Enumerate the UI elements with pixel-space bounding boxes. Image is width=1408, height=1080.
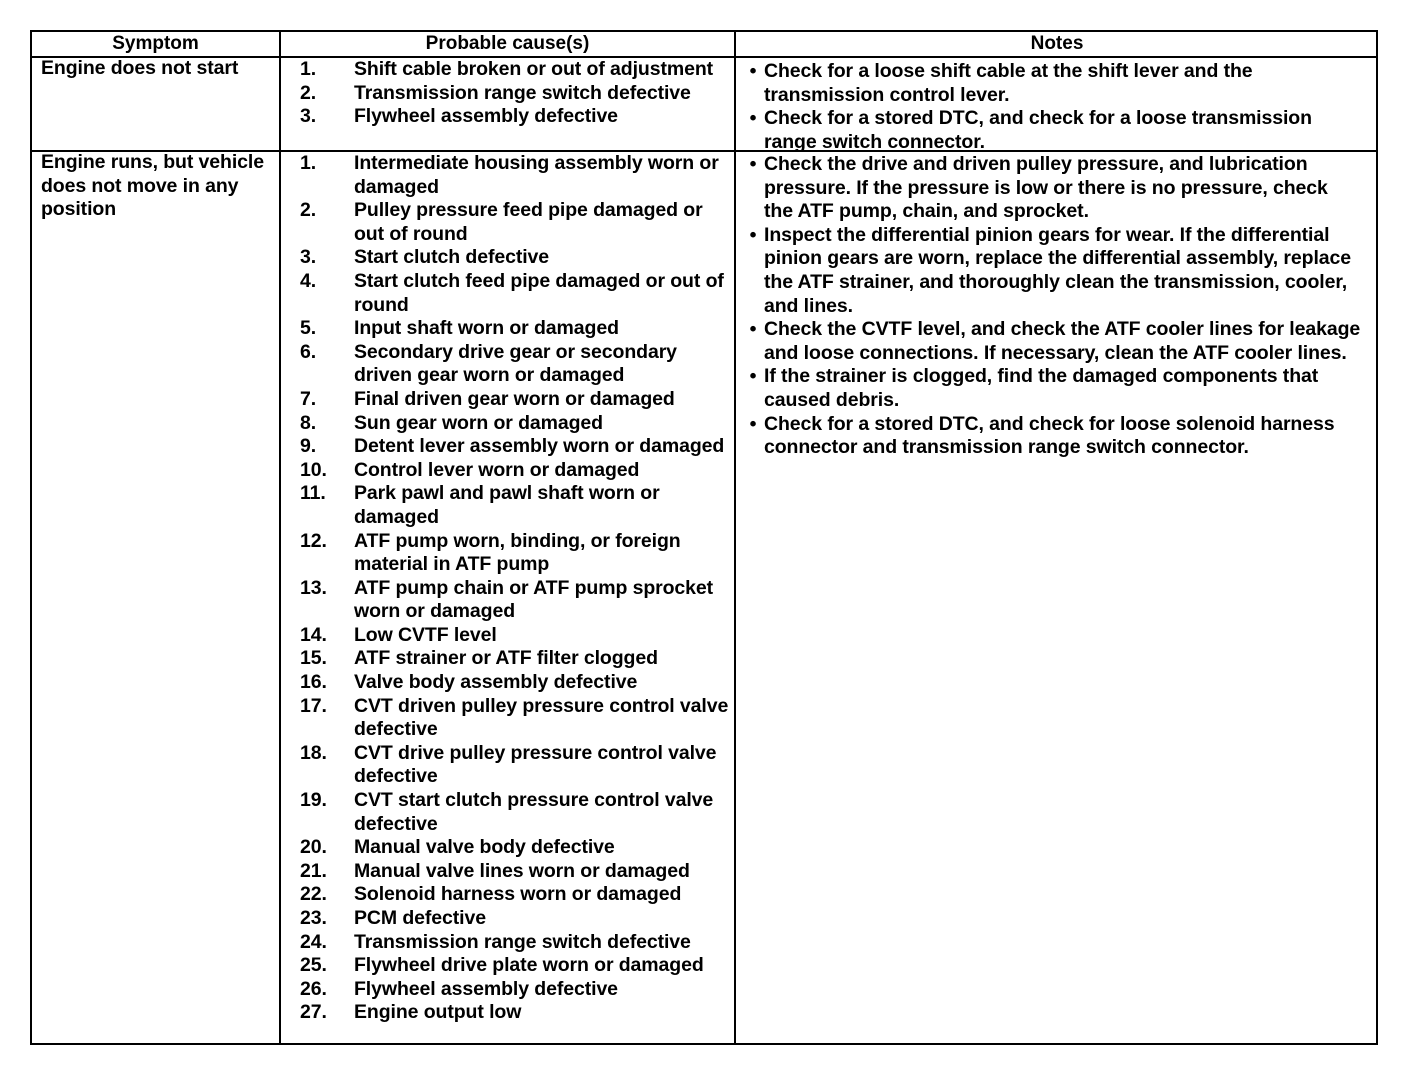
cause-number: 6.	[300, 340, 317, 363]
cause-number: 10.	[300, 458, 327, 481]
bullet-icon: •	[749, 318, 757, 341]
cause-number: 27.	[300, 1001, 327, 1024]
cause-text: ATF strainer or ATF filter clogged	[354, 647, 658, 670]
cause-number: 8.	[300, 411, 317, 434]
cause-text: Secondary drive gear or secondary driven gear worn or damaged	[354, 340, 677, 387]
row-1-symptom: Engine does not start	[41, 57, 239, 79]
cause-number: 2.	[300, 199, 317, 222]
cause-item	[300, 388, 732, 412]
cause-text: ATF pump worn, binding, or foreign material in ATF pump	[354, 529, 681, 576]
cause-text: Flywheel assembly defective	[354, 105, 618, 128]
cause-number: 13.	[300, 576, 327, 599]
cause-text: Manual valve lines worn or damaged	[354, 859, 690, 882]
cause-text: CVT drive pulley pressure control valve defective	[354, 741, 717, 788]
cause-number: 23.	[300, 907, 327, 929]
cause-item	[300, 270, 732, 317]
header-symptom: Symptom	[112, 33, 199, 54]
cause-item	[300, 246, 732, 270]
cause-text: Engine output low	[354, 1001, 522, 1024]
cause-text: Transmission range switch defective	[354, 81, 691, 104]
cause-text: CVT start clutch pressure control valve defective	[354, 789, 714, 835]
cause-item	[300, 860, 732, 884]
cause-text: Final driven gear worn or damaged	[354, 387, 675, 410]
cause-item	[300, 907, 732, 931]
cause-text: Valve body assembly defective	[354, 671, 638, 694]
cause-item	[300, 671, 732, 695]
bullet-icon: •	[749, 365, 757, 388]
cause-text: Shift cable broken or out of adjustment	[354, 58, 714, 80]
cause-number: 24.	[300, 930, 327, 953]
cause-item	[300, 105, 732, 129]
cause-number: 21.	[300, 859, 327, 882]
cause-text: Control lever worn or damaged	[354, 458, 640, 481]
cause-item	[300, 836, 732, 860]
cause-text: Flywheel drive plate worn or damaged	[354, 954, 704, 977]
cause-item	[300, 317, 732, 341]
cause-item	[300, 482, 732, 529]
note-text: Check for a loose shift cable at the shift lever and the transmission control lever.	[764, 60, 1253, 106]
cause-item	[300, 978, 732, 1002]
cause-text: Solenoid harness worn or damaged	[354, 883, 682, 906]
cause-number: 17.	[300, 694, 327, 717]
bullet-icon: •	[749, 107, 757, 130]
note-item	[742, 224, 1362, 318]
troubleshooting-table	[30, 30, 1378, 1045]
row-1-notes	[742, 60, 1362, 154]
cause-text: Intermediate housing assembly worn or damaged	[354, 152, 719, 198]
cause-text: Start clutch feed pipe damaged or out of round	[354, 269, 724, 316]
cause-number: 2.	[300, 81, 317, 104]
cause-item	[300, 1001, 732, 1025]
note-text: Check for a stored DTC, and check for loose solenoid harness connector and transmission range switch connector.	[764, 412, 1335, 459]
row-2-causes	[300, 152, 732, 1025]
column-divider	[734, 32, 736, 1043]
cause-text: Detent lever assembly worn or damaged	[354, 435, 725, 458]
bullet-icon: •	[749, 223, 757, 246]
cause-number: 1.	[300, 58, 317, 80]
cause-item	[300, 883, 732, 907]
note-item	[742, 60, 1362, 107]
cause-number: 3.	[300, 246, 317, 269]
note-text: If the strainer is clogged, find the damaged components that caused debris.	[764, 365, 1319, 411]
cause-number: 25.	[300, 954, 327, 977]
note-item	[742, 318, 1362, 365]
cause-number: 19.	[300, 789, 327, 812]
note-text: Inspect the differential pinion gears for wear. If the differential pinion gears are worn, replace the differential assembly, replace the ATF strainer, and thoroughly clean the transmission, cooler, and lines.	[764, 223, 1352, 317]
cause-item	[300, 58, 732, 82]
cause-text: Park pawl and pawl shaft worn or damaged	[354, 482, 660, 528]
cause-number: 11.	[300, 482, 326, 505]
cause-item	[300, 647, 732, 671]
cause-text: Transmission range switch defective	[354, 930, 691, 953]
note-text: Check the drive and driven pulley pressure, and lubrication pressure. If the pressure is low or there is no pressure, check the ATF pump, chain, and sprocket.	[764, 153, 1328, 223]
note-item	[742, 107, 1362, 154]
cause-item	[300, 435, 732, 459]
row-2-notes	[742, 153, 1362, 460]
cause-text: PCM defective	[354, 907, 486, 929]
cause-item	[300, 954, 732, 978]
cause-item	[300, 695, 732, 742]
header-probable-causes: Probable cause(s)	[425, 33, 590, 54]
cause-text: Low CVTF level	[354, 623, 497, 646]
cause-item	[300, 624, 732, 648]
note-text: Check the CVTF level, and check the ATF cooler lines for leakage and loose connections. If necessary, clean the ATF cooler lines.	[764, 318, 1361, 364]
cause-number: 7.	[300, 387, 317, 410]
cause-item	[300, 530, 732, 577]
cause-number: 12.	[300, 529, 327, 552]
note-text: Check for a stored DTC, and check for a loose transmission range switch connector.	[764, 107, 1312, 153]
cause-number: 5.	[300, 317, 317, 340]
cause-number: 20.	[300, 836, 327, 859]
note-item	[742, 153, 1362, 224]
cause-item	[300, 152, 732, 199]
cause-number: 16.	[300, 671, 327, 694]
cause-text: ATF pump chain or ATF pump sprocket worn or damaged	[354, 576, 714, 623]
cause-item	[300, 412, 732, 436]
cause-number: 1.	[300, 152, 317, 174]
cause-item	[300, 931, 732, 955]
cause-number: 14.	[300, 623, 327, 646]
cause-item	[300, 341, 732, 388]
cause-text: Pulley pressure feed pipe damaged or out of round	[354, 199, 703, 245]
cause-item	[300, 199, 732, 246]
cause-number: 18.	[300, 741, 327, 764]
cause-item	[300, 459, 732, 483]
cause-number: 22.	[300, 883, 327, 906]
note-item	[742, 413, 1362, 460]
cause-text: Start clutch defective	[354, 246, 550, 269]
cause-item	[300, 789, 732, 836]
bullet-icon: •	[749, 153, 757, 175]
bullet-icon: •	[749, 60, 757, 82]
note-item	[742, 365, 1362, 412]
cause-text: CVT driven pulley pressure control valve defective	[354, 694, 729, 741]
cause-number: 3.	[300, 105, 317, 128]
cause-text: Manual valve body defective	[354, 836, 615, 859]
bullet-icon: •	[749, 412, 757, 435]
cause-number: 15.	[300, 647, 327, 670]
row-1-causes	[300, 58, 732, 129]
cause-number: 26.	[300, 977, 327, 1000]
cause-number: 4.	[300, 269, 317, 292]
cause-item	[300, 577, 732, 624]
cause-item	[300, 742, 732, 789]
cause-item	[300, 82, 732, 106]
cause-text: Flywheel assembly defective	[354, 977, 618, 1000]
column-divider	[279, 32, 281, 1043]
header-notes: Notes	[1030, 33, 1084, 54]
cause-text: Input shaft worn or damaged	[354, 317, 619, 340]
cause-number: 9.	[300, 435, 317, 458]
cause-text: Sun gear worn or damaged	[354, 411, 603, 434]
row-2-symptom: Engine runs, but vehicle does not move in any position	[41, 151, 264, 221]
